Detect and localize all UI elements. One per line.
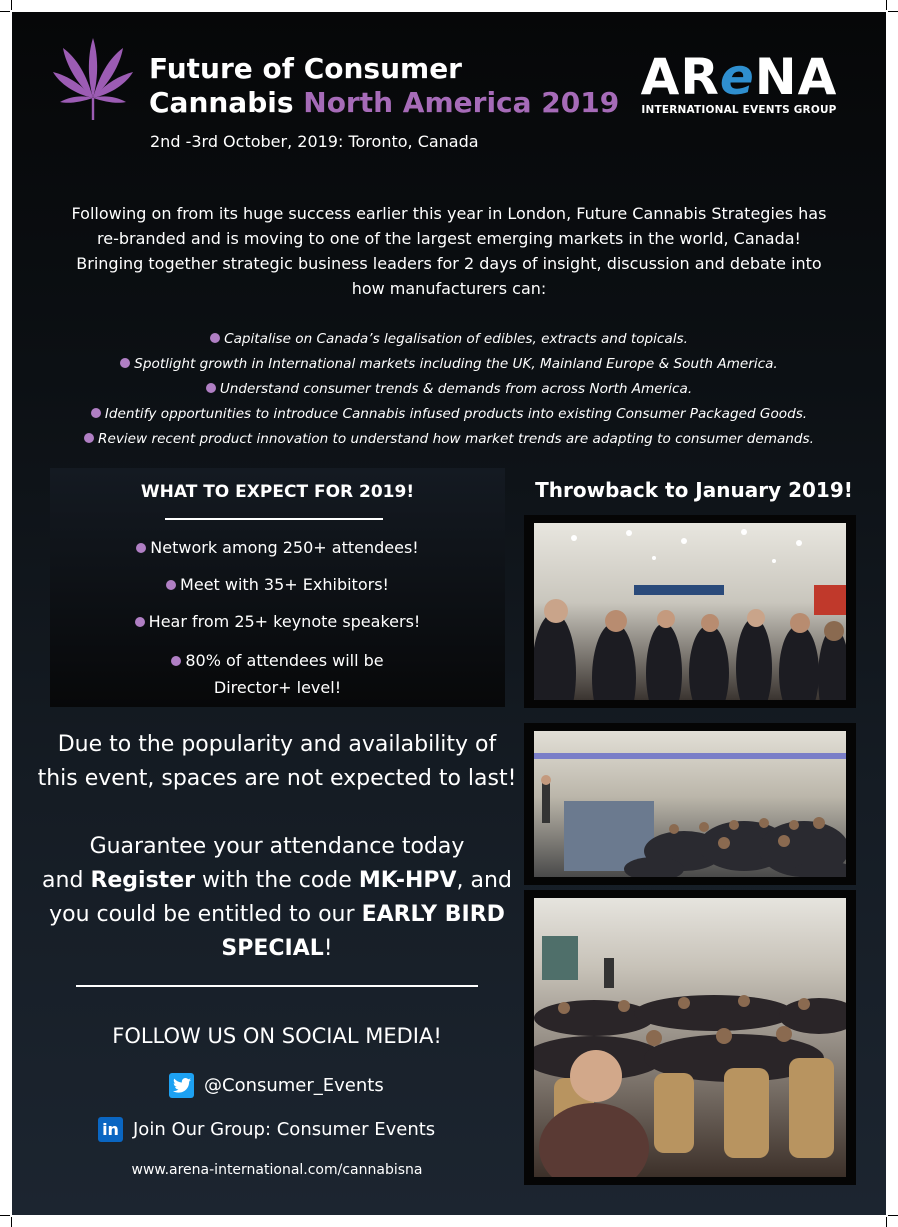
crop-mark [886,1217,887,1227]
event-photo-speaker [524,723,856,885]
arena-logo-ar: AR [640,48,720,106]
crop-mark [886,0,887,10]
bullet-dot-icon [166,580,176,590]
bullet-dot-icon [120,358,130,368]
list-item: Network among 250+ attendees! [50,536,505,560]
title-line-1: Future of Consumer [149,52,462,85]
what-to-expect-panel [50,468,505,707]
linkedin-icon: in [98,1117,123,1142]
call-to-action [32,728,522,966]
title-accent: North America 2019 [303,86,620,119]
twitter-handle: @Consumer_Events [204,1075,384,1096]
crop-mark [0,1215,10,1216]
cta-line: this event, spaces are not expected to last! [37,766,517,791]
objectives-list [32,327,866,452]
website-url[interactable]: www.arena-international.com/cannabisna [131,1162,423,1178]
crop-mark [11,1217,12,1227]
event-dates: 2nd -3rd October, 2019: Toronto, Canada [150,132,479,151]
list-item: Identify opportunities to introduce Cannabis infused products into existing Consumer Packaged Goods. [32,402,866,427]
event-photo-networking [524,515,856,708]
event-photo-audience [524,890,856,1185]
list-item: Review recent product innovation to understand how market trends are adapting to consumer demands. [32,427,866,452]
special-text: SPECIAL [221,936,324,961]
expect-heading: WHAT TO EXPECT FOR 2019! [140,482,415,502]
social-heading: FOLLOW US ON SOCIAL MEDIA! [112,1024,442,1048]
list-item: Hear from 25+ keynote speakers! [50,610,505,634]
cta-line: and Register with the code MK-HPV, and [42,868,512,893]
list-item: Meet with 35+ Exhibitors! [50,573,505,597]
cta-line: SPECIAL! [221,936,333,961]
cta-line: Guarantee your attendance today [89,834,465,859]
arena-logo-e: e [719,48,755,106]
linkedin-link[interactable] [98,1117,435,1142]
bullet-dot-icon [171,656,181,666]
cannabis-leaf-icon [52,38,134,124]
intro-line: Bringing together strategic business leaders for 2 days of insight, discussion and debate into [76,254,822,273]
intro-line: how manufacturers can: [351,279,547,298]
flyer-page [12,12,886,1215]
event-title [149,52,619,120]
bullet-dot-icon [84,433,94,443]
register-text: Register [90,868,195,893]
crop-mark [888,11,898,12]
bullet-dot-icon [210,333,220,343]
title-line-2: Cannabis [149,86,294,119]
intro-paragraph [52,201,846,301]
list-item: Spotlight growth in International markets including the UK, Mainland Europe & South America. [32,352,866,377]
twitter-icon [169,1073,194,1098]
intro-line: Following on from its huge success earlier this year in London, Future Cannabis Strategies has [71,204,827,223]
bullet-dot-icon [91,408,101,418]
crop-mark [0,11,10,12]
arena-logo [632,48,846,116]
cta-line: you could be entitled to our EARLY BIRD [49,902,505,927]
bullet-dot-icon [206,383,216,393]
divider [76,985,478,987]
divider [165,518,383,520]
promo-code: MK-HPV [358,868,457,893]
throwback-heading: Throwback to January 2019! [535,478,853,502]
intro-line: re-branded and is moving to one of the largest emerging markets in the world, Canada! [97,229,801,248]
list-item: 80% of attendees will be Director+ level! [50,647,505,701]
cta-line: Due to the popularity and availability of [57,732,497,757]
bullet-dot-icon [135,617,145,627]
early-bird-text: EARLY BIRD [361,902,505,927]
crop-mark [888,1215,898,1216]
list-item: Understand consumer trends & demands from across North America. [32,377,866,402]
list-item: Capitalise on Canada’s legalisation of edibles, extracts and topicals. [32,327,866,352]
crop-mark [11,0,12,10]
linkedin-text: Join Our Group: Consumer Events [133,1119,436,1140]
bullet-dot-icon [136,543,146,553]
twitter-link[interactable] [169,1073,384,1098]
arena-logo-subtitle: INTERNATIONAL EVENTS GROUP [641,104,837,116]
arena-logo-na: NA [754,48,838,106]
